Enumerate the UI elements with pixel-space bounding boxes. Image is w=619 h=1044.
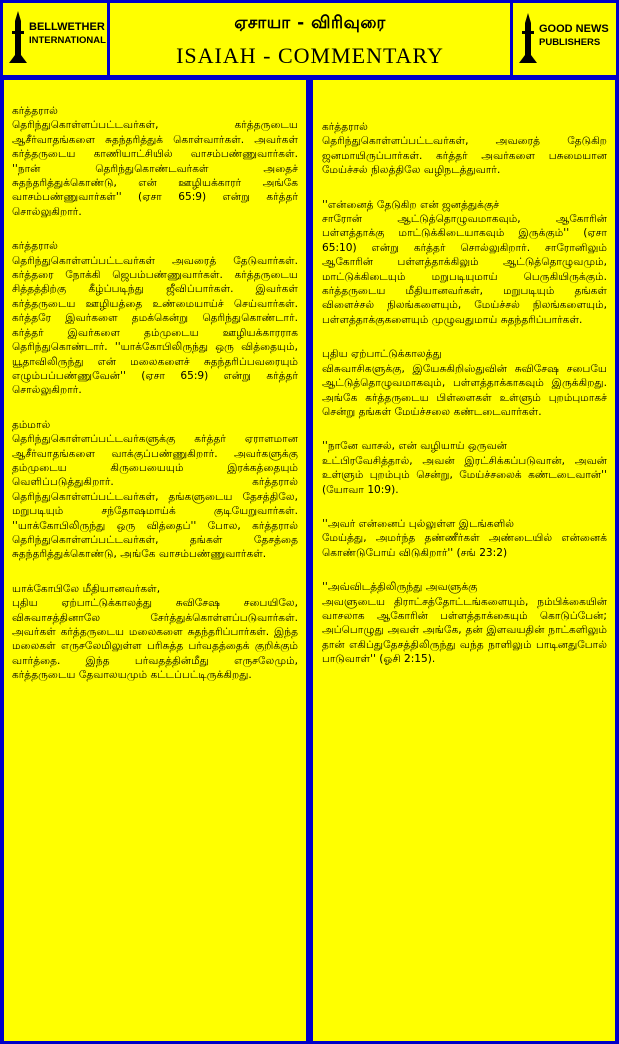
good-news-logo-text: [539, 23, 609, 49]
right-paragraph-2: [322, 198, 607, 328]
paragraph-text: தெரிந்துகொள்ளப்பட்டவர்களுக்கு கர்த்தர் ஏராளமான ஆசீர்வாதங்களை வாக்குப்பண்ணுகிறார். அவர்களுக்கு தம்முடைய கிருபையையும் இரக்கத்தையும் வெளிப்படுத்துகிறார். கர்த்தரால் தெரிந்துகொள்ளப்பட்டவர்கள், தங்களுடைய தேசத்திலே, மறுபடியும் சந்தோஷமாய்க் குடியேறுவார்கள். ''யாக்கோபிலிருந்து ஒரு வித்தைப்'' போல, கர்த்தரால் தெரிந்துகொள்ளப்பட்டவர்கள், தங்கள் தேசத்தை சுதந்தரித்துக்கொண்டு, அங்கே வாசம்பண்ணுவார்கள்.: [12, 433, 298, 561]
paragraph-text: மேய்த்து, அமர்ந்த தண்ணீர்கள் அண்டையில் என்னைக் கொண்டுபோய் விடுகிறார்'' (சங் 23:2): [322, 532, 607, 559]
right-logo-line2: PUBLISHERS: [539, 37, 601, 48]
paragraph-lead: கர்த்தரால்: [322, 121, 368, 133]
paragraph-lead: கர்த்தரால்: [12, 240, 58, 253]
left-logo-line2: INTERNATIONAL: [29, 35, 106, 46]
right-paragraph-3: [322, 347, 607, 419]
paragraph-text: உட்பிரவேசித்தால், அவன் இரட்சிக்கப்படுவான், அவன் உள்ளும் புறம்பும் சென்று, மேய்ச்சலைக் கண்டடைவான்'' (யோவா 10:9).: [322, 454, 607, 496]
right-paragraph-5: [322, 517, 607, 560]
paragraph-lead: ''என்னைத் தேடுகிற என் ஜனத்துக்குச்: [322, 198, 500, 211]
title-box: [110, 3, 510, 75]
left-column: [4, 80, 306, 1041]
paragraph-lead: புதிய ஏற்பாட்டுக்காலத்து: [322, 348, 442, 361]
left-paragraph-3: [12, 418, 298, 562]
paragraph-lead: ''அவ்விடத்திலிருந்து அவளுக்கு: [322, 581, 478, 594]
paragraph-text: புதிய ஏற்பாட்டுக்காலத்து சுவிசேஷ சபையிலே, விசுவாசத்தினாலே சேர்த்துக்கொள்ளப்படுவார்கள். அவர்கள் கர்த்தருடைய மலைகளை சுதந்தரிப்பார்கள். இந்த மலைகள் எருசலேமிலுள்ள பரிசுத்த பர்வதத்தைக் குறிக்கும் வார்த்தை. இந்த பர்வதத்தின்மீது எருசலேமும், கர்த்தருடைய தேவாலயமும் கட்டப்பட்டிருக்கிறது.: [12, 597, 298, 682]
left-paragraph-4: [12, 582, 298, 683]
left-paragraph-2: [12, 239, 298, 397]
paragraph-lead: ''அவர் என்னைப் புல்லுள்ள இடங்களில்: [322, 517, 515, 530]
good-news-logo-icon: [519, 13, 537, 63]
paragraph-text: விசுவாசிகளுக்கு, இயேசுகிறிஸ்துவின் சுவிசேஷ சபையே ஆட்டுத்தொழுவமாகவும், பள்ளத்தாக்காகவும் இருக்கிறது. அங்கே கர்த்தருடைய பிள்ளைகள் உள்ளும் புறம்புமாகச் சென்று தங்கள் மேய்ச்சலை கண்டடைவார்கள்.: [322, 362, 607, 418]
good-news-logo-box: [513, 3, 616, 75]
paragraph-text: தெரிந்துகொள்ளப்பட்டவர்கள், கர்த்தருடைய ஆசீர்வாதங்களை சுதந்தரித்துக் கொள்வார்கள். அவர்கள் கர்த்தருடைய காணியாட்சியில் வாசம்பண்ணுவார்கள். ''நான் தெரிந்துகொண்டவர்கள் அதைச் சுதந்தரித்துக்கொண்டு, என் ஊழியக்காரர் அங்கே வாசம்பண்ணுவார்கள்'' (ஏசா 65:9) என்று கர்த்தர் சொல்லுகிறார்.: [12, 119, 298, 218]
paragraph-text: அவளுடைய திராட்சத்தோட்டங்களையும், நம்பிக்கையின் வாசலாக ஆகோரின் பள்ளத்தாக்கையும் கொடுப்பேன்; அப்பொழுது அவள் அங்கே, தன் இளவயதின் நாட்களிலும் தான் எகிப்துதேசத்திலிருந்து வந்த நாளிலும் பாடினதுபோல் பாடுவாள்'' (ஓசி 2:15).: [322, 595, 607, 666]
right-paragraph-4: [322, 439, 607, 497]
paragraph-lead: தம்மால்: [12, 418, 51, 431]
left-logo-line1: BELLWETHER: [29, 21, 105, 33]
title-english: ISAIAH - COMMENTARY: [176, 43, 444, 68]
paragraph-lead: கர்த்தரால்: [12, 105, 58, 117]
paragraph-text: தெரிந்துகொள்ளப்பட்டவர்கள், அவரைத் தேடுகிற ஜனமாயிருப்பார்கள். கர்த்தர் அவர்களை பசுமையான மேய்ச்சல் நிலத்திலே வழிநடத்துவார்.: [322, 135, 607, 177]
paragraph-text: தெரிந்துகொள்ளப்பட்டவர்கள் அவரைத் தேடுவார்கள். கர்த்தரை நோக்கி ஜெபம்பண்ணுவார்கள். கர்த்தருடைய சித்தத்திற்கு கீழ்ப்படிந்து ஜீவிப்பார்கள். இவர்கள் கர்த்தருடைய ஊழியத்தை உண்மையாய்ச் செய்வார்கள். கர்த்தரே இவர்களை தமக்கென்று தெரிந்துகொண்டார். கர்த்தர் இவர்களை தம்முடைய ஊழியக்காரராக தெரிந்துகொண்டார். ''யாக்கோபிலிருந்து ஒரு வித்தையும், யூதாவிலிருந்து என் மலைகளைச் சுதந்தரிப்பவரையும் எழும்பப்பண்ணுவேன்'' (ஏசா 65:9) என்று கர்த்தர் சொல்லுகிறார்.: [12, 254, 298, 397]
bellwether-logo-text: [29, 21, 106, 47]
title-tamil: ஏசாயா - விரிவுரை: [234, 13, 386, 33]
paragraph-lead: யாக்கோபிலே மீதியானவர்கள்,: [12, 582, 161, 595]
paragraph-text: சாரோன் ஆட்டுத்தொழுவமாகவும், ஆகோரின் பள்ளத்தாக்கு மாட்டுக்கிடையாகவும் இருக்கும்'' (ஏசா 65:10) என்று கர்த்தர் சொல்லுகிறார். சாரோனிலும் ஆகோரின் பள்ளத்தாக்கிலும் ஆட்டுத்தொழுவமும், மாட்டுக்கிடையும் மறுபடியுமாய் பெருகியிருக்கும். கர்த்தருடைய மீதியானவர்கள், மறுபடியும் தங்கள் விளைச்சல் நிலங்களையும், மேய்ச்சல் நிலங்களையும், பள்ளத்தாக்குகளையும் முழுவதுமாய் சுதந்தரிப்பார்கள்.: [322, 213, 607, 326]
paragraph-lead: ''நானே வாசல், என் வழியாய் ஒருவன்: [322, 440, 508, 453]
right-column: [313, 80, 615, 1041]
right-paragraph-6: [322, 580, 607, 666]
bellwether-logo-icon: [9, 11, 27, 63]
right-paragraph-1: [322, 120, 607, 178]
left-paragraph-1: [12, 104, 298, 219]
bellwether-logo-box: [3, 3, 107, 75]
right-logo-line1: GOOD NEWS: [539, 23, 609, 35]
